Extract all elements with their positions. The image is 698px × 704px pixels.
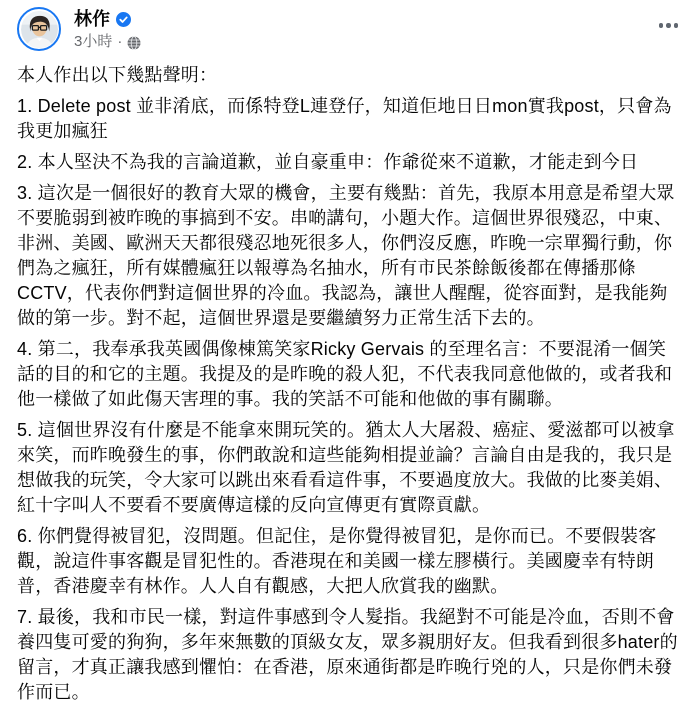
header-text <box>74 7 141 50</box>
post-paragraph: 5. 這個世界沒有什麼是不能拿來開玩笑的。猶太人大屠殺、癌症、愛滋都可以被拿來笑，而昨晚發生的事，你們敢說和這些能夠相提並論？言論自由是我的，我只是想做我的玩笑，令大家可以跳出來看看這件事，不要過度放大。我做的比麥美娟、紅十字叫人不要看不要廣傳這樣的反向宣傳更有實際貢獻。 <box>17 420 675 515</box>
verified-badge-icon <box>116 12 131 27</box>
ellipsis-dot <box>666 23 671 28</box>
post-content <box>0 55 698 704</box>
post-paragraph: 1. Delete post 並非淆底，而係特登L連登仔，知道佢地日日mon實我post，只會為我更加瘋狂 <box>17 96 672 141</box>
post-paragraph: 6. 你們覺得被冒犯，沒問題。但記住，是你覺得被冒犯，是你而已。不要假裝客觀，說這件事客觀是冒犯性的。香港現在和美國一樣左膠橫行。美國慶幸有特朗普，香港慶幸有林作。人人自有觀感，大把人欣賞我的幽默。 <box>17 526 657 596</box>
ellipsis-dot <box>659 23 664 28</box>
timestamp[interactable]: 3小時 <box>74 33 113 50</box>
more-options-button[interactable] <box>655 19 683 32</box>
name-row <box>74 9 141 30</box>
post-paragraph: 7. 最後，我和市民一樣，對這件事感到令人髮指。我絕對不可能是冷血，否則不會養四隻可愛的狗狗，多年來無數的頂級女友，眾多親朋好友。但我看到很多hater的留言，才真正讓我感到懼怕：在香港，原來通街都是昨晚行兇的人，只是你們未發作而已。 <box>17 607 678 702</box>
post-paragraph: 3. 這次是一個很好的教育大眾的機會，主要有幾點：首先，我原本用意是希望大眾不要脆弱到被昨晚的事搞到不安。串啲講句，小題大作。這個世界很殘忍，中東、非洲、美國、歐洲天天都很殘忍地死很多人，你們沒反應，昨晚一宗單獨行動，你們為之瘋狂，所有媒體瘋狂以報導為名抽水，所有市民茶餘飯後都在傳播那條CCTV，代表你們對這個世界的冷血。我認為，讓世人醒醒，從容面對，是我能夠做的第一步。對不起，這個世界還是要繼續努力正常生活下去的。 <box>17 183 675 328</box>
author-name[interactable]: 林作 <box>74 9 110 29</box>
post-paragraph: 4. 第二，我奉承我英國偶像棟篤笑家Ricky Gervais 的至理名言：不要混淆一個笑話的目的和它的主題。我提及的是昨晚的殺人犯，不代表我同意他做的，或者我和他一樣做了如此傷天害理的事。我的笑話不可能和他做的事有關聯。 <box>17 339 673 409</box>
post-paragraph: 本人作出以下幾點聲明： <box>17 65 218 85</box>
post-paragraph: 2. 本人堅決不為我的言論道歉，並自豪重申：作爺從來不道歉，才能走到今日 <box>17 152 639 172</box>
ellipsis-dot <box>674 23 679 28</box>
avatar-photo <box>21 11 58 48</box>
post-header <box>0 0 698 55</box>
avatar[interactable] <box>17 7 61 51</box>
globe-privacy-icon <box>127 36 141 50</box>
meta-separator: · <box>117 33 123 50</box>
post-meta <box>74 34 141 50</box>
